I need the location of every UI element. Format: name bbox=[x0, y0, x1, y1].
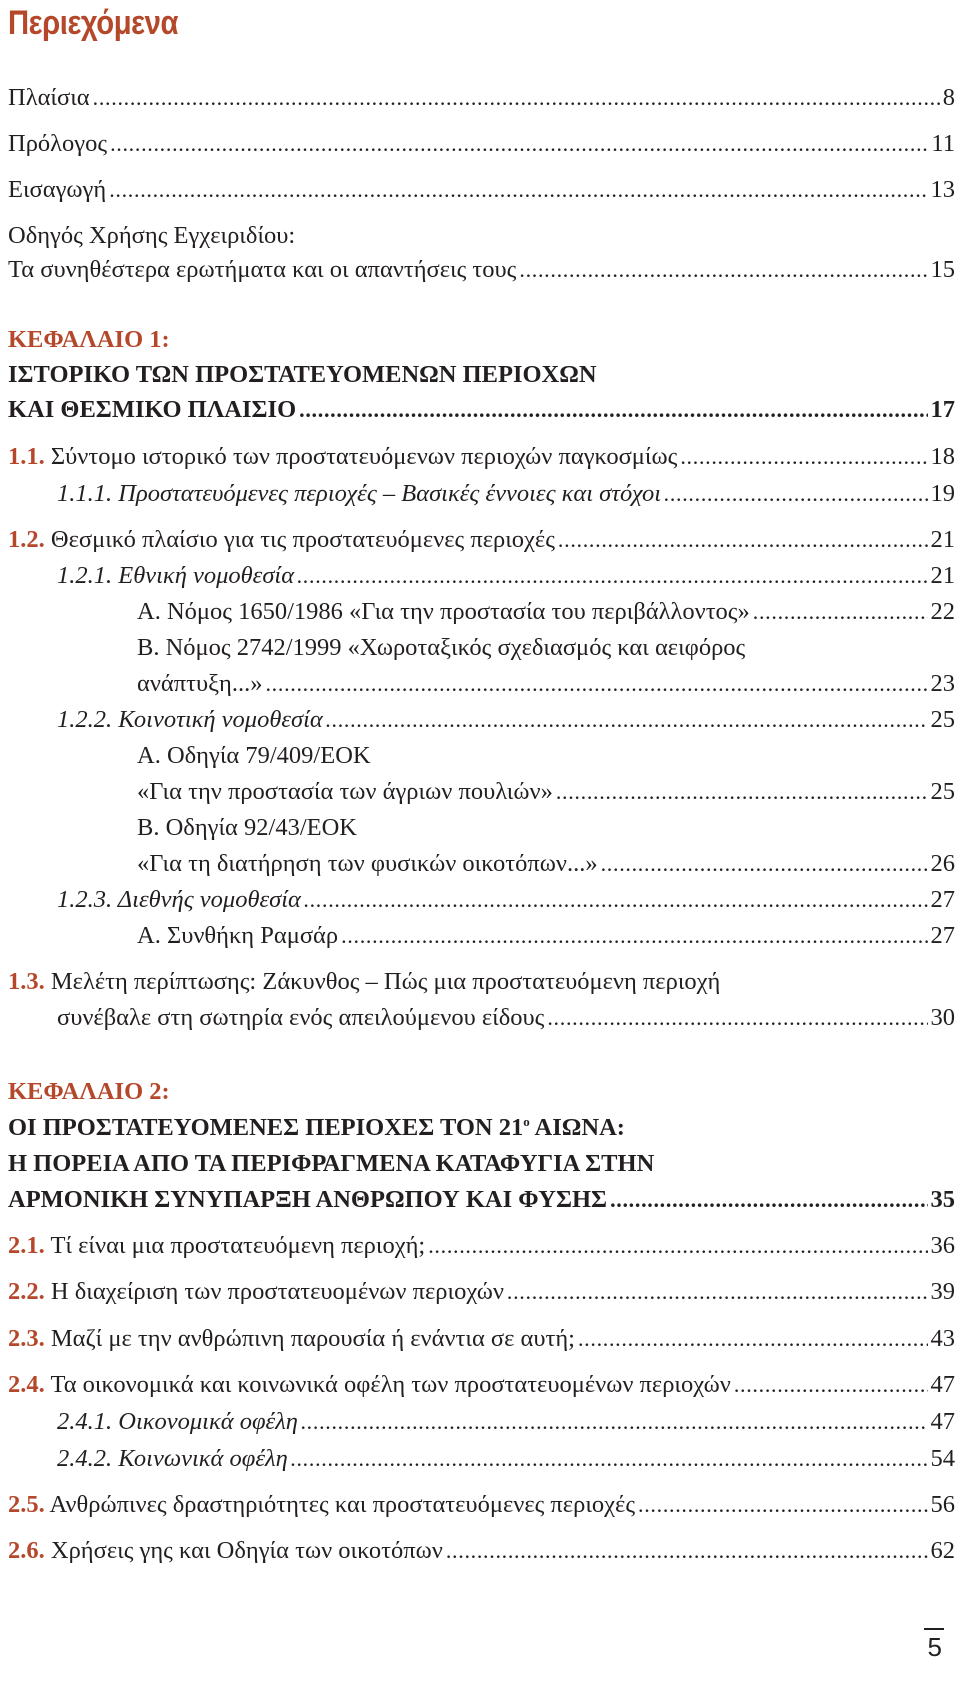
entry-text: 1.2.1. Εθνική νομοθεσία bbox=[57, 562, 295, 589]
entry-page: 43 bbox=[930, 1325, 955, 1352]
dot-leader bbox=[297, 562, 927, 590]
toc-entry-2-6[interactable] bbox=[8, 1537, 955, 1571]
section-number: 1.2. bbox=[8, 526, 45, 553]
entry-text: 1.2.3. Διεθνής νομοθεσία bbox=[57, 886, 301, 913]
chapter-2-title-line1 bbox=[8, 1114, 625, 1142]
dot-leader bbox=[291, 1445, 928, 1473]
toc-entry-2-3[interactable] bbox=[8, 1325, 955, 1359]
page-number: 5 bbox=[927, 1632, 942, 1662]
entry-text: Τί είναι μια προστατευόμενη περιοχή; bbox=[50, 1232, 426, 1259]
dot-leader bbox=[304, 886, 928, 914]
ordinal-superscript: ο bbox=[523, 1114, 530, 1129]
dot-leader bbox=[578, 1325, 928, 1353]
entry-text: Πρόλογος bbox=[8, 130, 108, 157]
toc-entry-plaisia[interactable] bbox=[8, 84, 955, 118]
entry-page: 22 bbox=[930, 598, 955, 625]
entry-page: 18 bbox=[930, 443, 955, 470]
toc-entry-1-2-2-b-line1: Β. Οδηγία 92/43/ΕΟΚ bbox=[137, 814, 357, 841]
dot-leader bbox=[601, 850, 928, 878]
toc-entry-chapter-1[interactable] bbox=[8, 396, 955, 430]
toc-entry-1-2-2-a-line1: Α. Οδηγία 79/409/ΕΟΚ bbox=[137, 742, 371, 769]
entry-page: 25 bbox=[930, 778, 955, 805]
entry-text: Μελέτη περίπτωσης: Ζάκυνθος – Πώς μια προστατευόμενη περιοχή bbox=[50, 968, 721, 995]
entry-text: Ανθρώπινες δραστηριότητες και προστατευόμενες περιοχές bbox=[49, 1491, 636, 1518]
entry-page: 47 bbox=[930, 1371, 955, 1398]
dot-leader bbox=[265, 670, 927, 698]
toc-entry-1-2-2[interactable] bbox=[57, 706, 955, 740]
entry-page: 27 bbox=[930, 922, 955, 949]
entry-text: Α. Συνθήκη Ραμσάρ bbox=[137, 922, 339, 949]
toc-entry-1-3[interactable] bbox=[57, 1004, 955, 1038]
entry-text: 1.2.2. Κοινοτική νομοθεσία bbox=[57, 706, 323, 733]
toc-entry-eisagogi[interactable] bbox=[8, 176, 955, 210]
chapter-1-title-line1: ΙΣΤΟΡΙΚΟ ΤΩΝ ΠΡΟΣΤΑΤΕΥΟΜΕΝΩΝ ΠΕΡΙΟΧΩΝ bbox=[8, 361, 597, 388]
dot-leader bbox=[734, 1371, 928, 1399]
entry-text: Θεσμικό πλαίσιο για τις προστατευόμενες περιοχές bbox=[50, 526, 555, 553]
entry-text: Χρήσεις γης και Οδηγία των οικοτόπων bbox=[50, 1537, 443, 1564]
entry-page: 56 bbox=[930, 1491, 955, 1518]
chapter-2-label: ΚΕΦΑΛΑΙΟ 2: bbox=[8, 1078, 170, 1105]
toc-entry-1-1[interactable] bbox=[8, 443, 955, 477]
toc-entry-2-1[interactable] bbox=[8, 1232, 955, 1266]
toc-entry-2-5[interactable] bbox=[8, 1491, 955, 1525]
chapter-2-title-part: ΑΙΩΝΑ: bbox=[529, 1114, 625, 1141]
entry-text: Πλαίσια bbox=[8, 84, 90, 111]
toc-entry-1-1-1[interactable] bbox=[57, 480, 955, 514]
toc-entry-1-2-1-a[interactable] bbox=[137, 598, 955, 632]
toc-entry-1-2-2-b[interactable] bbox=[137, 850, 955, 884]
entry-page: 13 bbox=[930, 176, 955, 203]
entry-page: 26 bbox=[930, 850, 955, 877]
entry-text: συνέβαλε στη σωτηρία ενός απειλούμενου είδους bbox=[57, 1004, 545, 1031]
toc-entry-1-2-3[interactable] bbox=[57, 886, 955, 920]
toc-entry-1-2[interactable] bbox=[8, 526, 955, 560]
entry-text: «Για τη διατήρηση των φυσικών οικοτόπων...» bbox=[137, 850, 598, 877]
toc-entry-prologos[interactable] bbox=[8, 130, 955, 164]
entry-page: 62 bbox=[930, 1537, 955, 1564]
entry-text: Τα συνηθέστερα ερωτήματα και οι απαντήσεις τους bbox=[8, 256, 517, 283]
dot-leader bbox=[664, 480, 927, 508]
entry-text: Η διαχείριση των προστατευομένων περιοχών bbox=[50, 1278, 504, 1305]
toc-entry-2-4[interactable] bbox=[8, 1371, 955, 1405]
entry-text: Σύντομο ιστορικό των προστατευόμενων περιοχών παγκοσμίως bbox=[50, 443, 678, 470]
dot-leader bbox=[680, 443, 927, 471]
dot-leader bbox=[558, 526, 928, 554]
entry-text: ανάπτυξη...» bbox=[137, 670, 263, 697]
entry-page: 25 bbox=[930, 706, 955, 733]
entry-page: 17 bbox=[930, 396, 955, 423]
dot-leader bbox=[93, 84, 940, 112]
entry-page: 54 bbox=[930, 1445, 955, 1472]
toc-entry-2-4-2[interactable] bbox=[57, 1445, 955, 1479]
dot-leader bbox=[519, 256, 927, 284]
entry-page: 21 bbox=[930, 562, 955, 589]
toc-entry-1-2-1-b[interactable] bbox=[137, 670, 955, 704]
section-number: 2.2. bbox=[8, 1278, 45, 1305]
dot-leader bbox=[428, 1232, 927, 1260]
section-number: 2.1. bbox=[8, 1232, 45, 1259]
entry-page: 11 bbox=[931, 130, 955, 157]
dot-leader bbox=[547, 1004, 927, 1032]
section-number: 1.3. bbox=[8, 968, 45, 995]
entry-text: Μαζί με την ανθρώπινη παρουσία ή ενάντια σε αυτή; bbox=[50, 1325, 575, 1352]
dot-leader bbox=[556, 778, 928, 806]
dot-leader bbox=[299, 396, 927, 424]
dot-leader bbox=[109, 176, 927, 204]
page-number-rule bbox=[924, 1628, 944, 1630]
dot-leader bbox=[753, 598, 928, 626]
dot-leader bbox=[638, 1491, 927, 1519]
entry-page: 15 bbox=[930, 256, 955, 283]
section-number: 1.1. bbox=[8, 443, 45, 470]
toc-entry-odigos-line1: Οδηγός Χρήσης Εγχειριδίου: bbox=[8, 222, 296, 249]
entry-page: 19 bbox=[930, 480, 955, 507]
entry-text: 1.1.1. Προστατευόμενες περιοχές – Βασικές έννοιες και στόχοι bbox=[57, 480, 662, 507]
entry-text: ΚΑΙ ΘΕΣΜΙΚΟ ΠΛΑΙΣΙΟ bbox=[8, 396, 297, 423]
entry-text: ΑΡΜΟΝΙΚΗ ΣΥΝΥΠΑΡΞΗ ΑΝΘΡΩΠΟΥ ΚΑΙ ΦΥΣΗΣ bbox=[8, 1186, 608, 1213]
section-number: 2.6. bbox=[8, 1537, 45, 1564]
entry-page: 35 bbox=[930, 1186, 955, 1213]
entry-text: «Για την προστασία των άγριων πουλιών» bbox=[137, 778, 553, 805]
dot-leader bbox=[110, 130, 928, 158]
dot-leader bbox=[301, 1408, 928, 1436]
entry-text: Εισαγωγή bbox=[8, 176, 107, 203]
toc-entry-2-4-1[interactable] bbox=[57, 1408, 955, 1442]
entry-page: 8 bbox=[942, 84, 955, 111]
dot-leader bbox=[610, 1186, 927, 1214]
entry-page: 36 bbox=[930, 1232, 955, 1259]
entry-text: Τα οικονομικά και κοινωνικά οφέλη των προστατευομένων περιοχών bbox=[50, 1371, 731, 1398]
dot-leader bbox=[446, 1537, 928, 1565]
entry-page: 39 bbox=[930, 1278, 955, 1305]
toc-entry-odigos[interactable] bbox=[8, 256, 955, 290]
section-number: 2.3. bbox=[8, 1325, 45, 1352]
page-title: Περιεχόμενα bbox=[8, 4, 178, 42]
entry-text: 2.4.2. Κοινωνικά οφέλη bbox=[57, 1445, 288, 1472]
section-number: 2.4. bbox=[8, 1371, 45, 1398]
toc-entry-1-2-3-a[interactable] bbox=[137, 922, 955, 956]
section-number: 2.5. bbox=[8, 1491, 45, 1518]
entry-page: 27 bbox=[930, 886, 955, 913]
entry-page: 23 bbox=[930, 670, 955, 697]
entry-text: Α. Νόμος 1650/1986 «Για την προστασία του περιβάλλοντος» bbox=[137, 598, 750, 625]
entry-text: 2.4.1. Οικονομικά οφέλη bbox=[57, 1408, 298, 1435]
toc-entry-1-3-line1 bbox=[8, 968, 720, 996]
entry-page: 21 bbox=[930, 526, 955, 553]
toc-entry-1-2-2-a[interactable] bbox=[137, 778, 955, 812]
toc-entry-2-2[interactable] bbox=[8, 1278, 955, 1312]
toc-entry-chapter-2[interactable] bbox=[8, 1186, 955, 1220]
chapter-2-title-line2: Η ΠΟΡΕΙΑ ΑΠΟ ΤΑ ΠΕΡΙΦΡΑΓΜΕΝΑ ΚΑΤΑΦΥΓΙΑ ΣΤΗΝ bbox=[8, 1150, 655, 1177]
toc-entry-1-2-1-b-line1: Β. Νόμος 2742/1999 «Χωροταξικός σχεδιασμός και αειφόρος bbox=[137, 634, 746, 661]
dot-leader bbox=[507, 1278, 928, 1306]
entry-page: 30 bbox=[930, 1004, 955, 1031]
dot-leader bbox=[341, 922, 927, 950]
chapter-1-label: ΚΕΦΑΛΑΙΟ 1: bbox=[8, 326, 170, 353]
toc-entry-1-2-1[interactable] bbox=[57, 562, 955, 596]
entry-page: 47 bbox=[930, 1408, 955, 1435]
dot-leader bbox=[326, 706, 928, 734]
chapter-2-title-part: ΟΙ ΠΡΟΣΤΑΤΕΥΟΜΕΝΕΣ ΠΕΡΙΟΧΕΣ ΤΟΝ 21 bbox=[8, 1114, 524, 1141]
